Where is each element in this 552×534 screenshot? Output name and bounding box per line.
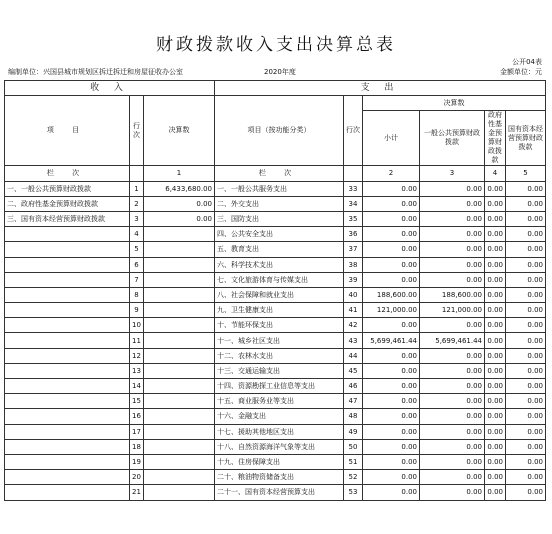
income-line-no: 21: [130, 485, 144, 500]
expense-line-no: 40: [344, 287, 363, 302]
column-number-2: 2: [363, 166, 420, 181]
general-budget-cell: 0.00: [420, 379, 485, 394]
expense-line-no: 53: [344, 485, 363, 500]
gov-fund-cell: 0.00: [485, 227, 506, 242]
expense-item-header: 项目（按功能分类）: [215, 96, 344, 166]
income-header: 收 入: [5, 81, 215, 96]
column-number-1: 1: [144, 166, 215, 181]
income-item: 一、一般公共预算财政拨款: [5, 181, 130, 196]
income-line-no: 3: [130, 211, 144, 226]
expense-item: 七、文化旅游体育与传媒支出: [215, 272, 344, 287]
income-amount: 6,433,680.00: [144, 181, 215, 196]
expense-item: 四、公共安全支出: [215, 227, 344, 242]
subtotal-cell: 0.00: [363, 394, 420, 409]
income-line-no: 15: [130, 394, 144, 409]
subtotal-cell: 0.00: [363, 379, 420, 394]
table-row: [5, 242, 546, 257]
expense-line-no: 42: [344, 318, 363, 333]
table-row: [5, 272, 546, 287]
expense-line-no-header: 行次: [344, 96, 363, 166]
expense-line-no: 45: [344, 363, 363, 378]
gov-fund-cell: 0.00: [485, 363, 506, 378]
subtotal-cell: 0.00: [363, 318, 420, 333]
table-row: [5, 454, 546, 469]
gov-fund-cell: 0.00: [485, 211, 506, 226]
table-row: [5, 303, 546, 318]
income-line-no: 19: [130, 454, 144, 469]
general-budget-cell: 0.00: [420, 394, 485, 409]
expense-line-no: 44: [344, 348, 363, 363]
general-budget-cell: 121,000.00: [420, 303, 485, 318]
general-budget-cell: 0.00: [420, 242, 485, 257]
table-row: [5, 439, 546, 454]
expense-item: 九、卫生健康支出: [215, 303, 344, 318]
subtotal-cell: 0.00: [363, 272, 420, 287]
state-capital-cell: 0.00: [506, 439, 546, 454]
expense-line-no: 41: [344, 303, 363, 318]
expense-item: 十九、住房保障支出: [215, 454, 344, 469]
income-amount: 0.00: [144, 211, 215, 226]
state-capital-cell: 0.00: [506, 272, 546, 287]
page-title: 财政拨款收入支出决算总表: [156, 35, 396, 55]
subtotal-cell: 0.00: [363, 424, 420, 439]
table-row: [5, 379, 546, 394]
expense-item: 八、社会保障和就业支出: [215, 287, 344, 302]
state-capital-cell: 0.00: [506, 454, 546, 469]
gov-fund-cell: 0.00: [485, 424, 506, 439]
state-capital-cell: 0.00: [506, 242, 546, 257]
subtotal-cell: 0.00: [363, 257, 420, 272]
state-capital-cell: 0.00: [506, 211, 546, 226]
income-line-no: 11: [130, 333, 144, 348]
gov-fund-cell: 0.00: [485, 287, 506, 302]
general-budget-cell: 0.00: [420, 227, 485, 242]
general-budget-cell: 0.00: [420, 272, 485, 287]
column-number-4: 4: [485, 166, 506, 181]
income-item: [5, 485, 130, 500]
expense-line-no: 37: [344, 242, 363, 257]
state-capital-cell: 0.00: [506, 181, 546, 196]
expense-line-no: 34: [344, 196, 363, 211]
income-amount: [144, 318, 215, 333]
table-row: [5, 485, 546, 500]
income-item: [5, 454, 130, 469]
income-line-no: 16: [130, 409, 144, 424]
state-capital-cell: 0.00: [506, 303, 546, 318]
expense-line-no: 46: [344, 379, 363, 394]
table-row: [5, 333, 546, 348]
subtotal-cell: 0.00: [363, 454, 420, 469]
income-line-no: 10: [130, 318, 144, 333]
state-capital-cell: 0.00: [506, 333, 546, 348]
income-amount: [144, 333, 215, 348]
expense-item: 十一、城乡社区支出: [215, 333, 344, 348]
gov-fund-cell: 0.00: [485, 181, 506, 196]
income-item: [5, 287, 130, 302]
expense-line-no: 49: [344, 424, 363, 439]
expense-item: 三、国防支出: [215, 211, 344, 226]
income-item: 二、政府性基金预算财政拨款: [5, 196, 130, 211]
table-row: [5, 363, 546, 378]
table-row: [5, 211, 546, 226]
income-amount: [144, 424, 215, 439]
general-budget-cell: 0.00: [420, 439, 485, 454]
income-amount: [144, 272, 215, 287]
state-capital-cell: 0.00: [506, 470, 546, 485]
state-capital-cell: 0.00: [506, 348, 546, 363]
general-budget-header: 一般公共预算财政拨款: [420, 111, 485, 166]
expense-item: 十五、商业服务业等支出: [215, 394, 344, 409]
income-item: [5, 257, 130, 272]
general-budget-cell: 0.00: [420, 424, 485, 439]
state-capital-cell: 0.00: [506, 227, 546, 242]
income-line-no: 13: [130, 363, 144, 378]
column-label: 栏 次: [215, 166, 344, 181]
state-capital-cell: 0.00: [506, 257, 546, 272]
table-row: [5, 227, 546, 242]
state-capital-cell: 0.00: [506, 394, 546, 409]
state-capital-cell: 0.00: [506, 196, 546, 211]
income-amount: [144, 287, 215, 302]
income-amount: [144, 379, 215, 394]
state-capital-cell: 0.00: [506, 287, 546, 302]
income-item: [5, 409, 130, 424]
gov-fund-cell: 0.00: [485, 196, 506, 211]
income-item-header: 项 目: [5, 96, 130, 166]
income-item: [5, 303, 130, 318]
final-amount-group-header: 决算数: [363, 96, 546, 111]
subtotal-cell: 188,600.00: [363, 287, 420, 302]
state-capital-cell: 0.00: [506, 424, 546, 439]
expense-item: 十二、农林水支出: [215, 348, 344, 363]
subtotal-cell: 0.00: [363, 227, 420, 242]
income-line-no: 17: [130, 424, 144, 439]
table-row: [5, 409, 546, 424]
subtotal-cell: 0.00: [363, 363, 420, 378]
income-item: [5, 272, 130, 287]
income-item: [5, 424, 130, 439]
general-budget-cell: 5,699,461.44: [420, 333, 485, 348]
expense-item: 十、节能环保支出: [215, 318, 344, 333]
expense-line-no: 39: [344, 272, 363, 287]
general-budget-cell: 0.00: [420, 409, 485, 424]
expense-item: 十四、资源勘探工业信息等支出: [215, 379, 344, 394]
subtotal-cell: 0.00: [363, 242, 420, 257]
expense-header: 支 出: [215, 81, 546, 96]
income-amount: [144, 409, 215, 424]
income-item: [5, 348, 130, 363]
gov-fund-cell: 0.00: [485, 333, 506, 348]
expense-line-no: 33: [344, 181, 363, 196]
state-capital-header: 国有资本经营预算财政拨款: [506, 111, 546, 166]
gov-fund-header: 政府性基金预算财政拨款: [485, 111, 506, 166]
income-item: [5, 227, 130, 242]
expense-item: 十六、金融支出: [215, 409, 344, 424]
column-number-3: 3: [420, 166, 485, 181]
subtotal-cell: 0.00: [363, 409, 420, 424]
income-amount: [144, 348, 215, 363]
state-capital-cell: 0.00: [506, 318, 546, 333]
table-row: [5, 318, 546, 333]
income-amount: [144, 363, 215, 378]
gov-fund-cell: 0.00: [485, 394, 506, 409]
general-budget-cell: 0.00: [420, 196, 485, 211]
state-capital-cell: 0.00: [506, 485, 546, 500]
general-budget-cell: 0.00: [420, 348, 485, 363]
expense-line-no: 47: [344, 394, 363, 409]
income-line-no: 5: [130, 242, 144, 257]
income-amount: [144, 485, 215, 500]
column-number-5: 5: [506, 166, 546, 181]
prepared-unit: 编制单位：兴国县城市规划区拆迁拆迁和房屋征收办公室: [8, 68, 183, 76]
expense-item: 一、一般公共服务支出: [215, 181, 344, 196]
expense-line-no: 38: [344, 257, 363, 272]
income-amount: [144, 257, 215, 272]
income-line-no: 8: [130, 287, 144, 302]
subtotal-cell: 0.00: [363, 470, 420, 485]
income-amount: 0.00: [144, 196, 215, 211]
state-capital-cell: 0.00: [506, 379, 546, 394]
gov-fund-cell: 0.00: [485, 257, 506, 272]
subtotal-header: 小计: [363, 111, 420, 166]
income-line-no: 2: [130, 196, 144, 211]
income-amount: [144, 394, 215, 409]
income-item: [5, 394, 130, 409]
general-budget-cell: 0.00: [420, 454, 485, 469]
gov-fund-cell: 0.00: [485, 379, 506, 394]
expense-item: 五、教育支出: [215, 242, 344, 257]
form-number: 公开04表: [512, 58, 542, 66]
income-item: 三、国有资本经营预算财政拨款: [5, 211, 130, 226]
income-line-no: 9: [130, 303, 144, 318]
general-budget-cell: 0.00: [420, 485, 485, 500]
gov-fund-cell: 0.00: [485, 242, 506, 257]
income-amount: [144, 303, 215, 318]
income-item: [5, 333, 130, 348]
subtotal-cell: 0.00: [363, 181, 420, 196]
income-line-no: 6: [130, 257, 144, 272]
income-amount: [144, 470, 215, 485]
general-budget-cell: 0.00: [420, 257, 485, 272]
state-capital-cell: 0.00: [506, 363, 546, 378]
final-accounts-table: [4, 80, 546, 501]
gov-fund-cell: 0.00: [485, 454, 506, 469]
expense-item: 十八、自然资源海洋气象等支出: [215, 439, 344, 454]
table-row: [5, 394, 546, 409]
amount-unit: 金额单位：元: [500, 68, 542, 76]
expense-item: 二十一、国有资本经营预算支出: [215, 485, 344, 500]
expense-item: 二十、粮油物资储备支出: [215, 470, 344, 485]
expense-line-no: 50: [344, 439, 363, 454]
table-row: [5, 181, 546, 196]
income-line-no-header: 行次: [130, 96, 144, 166]
income-line-no: 1: [130, 181, 144, 196]
expense-line-no: 43: [344, 333, 363, 348]
gov-fund-cell: 0.00: [485, 485, 506, 500]
column-label: 栏 次: [5, 166, 130, 181]
expense-item: 十七、援助其他地区支出: [215, 424, 344, 439]
expense-line-no: 52: [344, 470, 363, 485]
fiscal-year: 2020年度: [264, 68, 296, 76]
general-budget-cell: 0.00: [420, 318, 485, 333]
table-row: [5, 424, 546, 439]
gov-fund-cell: 0.00: [485, 439, 506, 454]
subtotal-cell: 5,699,461.44: [363, 333, 420, 348]
gov-fund-cell: 0.00: [485, 348, 506, 363]
expense-item: 十三、交通运输支出: [215, 363, 344, 378]
table-row: [5, 257, 546, 272]
gov-fund-cell: 0.00: [485, 272, 506, 287]
subtotal-cell: 0.00: [363, 211, 420, 226]
table-header: [5, 81, 546, 182]
table-body: [5, 181, 546, 500]
expense-item: 二、外交支出: [215, 196, 344, 211]
subtotal-cell: 0.00: [363, 196, 420, 211]
income-item: [5, 363, 130, 378]
expense-line-no: 51: [344, 454, 363, 469]
subtotal-cell: 0.00: [363, 485, 420, 500]
gov-fund-cell: 0.00: [485, 303, 506, 318]
income-line-no: 18: [130, 439, 144, 454]
income-line-no: 20: [130, 470, 144, 485]
general-budget-cell: 0.00: [420, 470, 485, 485]
table-row: [5, 196, 546, 211]
income-amount-header: 决算数: [144, 96, 215, 166]
income-amount: [144, 242, 215, 257]
subtotal-cell: 0.00: [363, 348, 420, 363]
table-row: [5, 470, 546, 485]
expense-line-no: 36: [344, 227, 363, 242]
income-item: [5, 470, 130, 485]
expense-line-no: 48: [344, 409, 363, 424]
general-budget-cell: 0.00: [420, 211, 485, 226]
income-amount: [144, 439, 215, 454]
table-row: [5, 348, 546, 363]
income-line-no: 4: [130, 227, 144, 242]
general-budget-cell: 188,600.00: [420, 287, 485, 302]
income-item: [5, 439, 130, 454]
gov-fund-cell: 0.00: [485, 470, 506, 485]
general-budget-cell: 0.00: [420, 181, 485, 196]
gov-fund-cell: 0.00: [485, 409, 506, 424]
state-capital-cell: 0.00: [506, 409, 546, 424]
general-budget-cell: 0.00: [420, 363, 485, 378]
subtotal-cell: 0.00: [363, 439, 420, 454]
income-line-no: 7: [130, 272, 144, 287]
expense-line-no: 35: [344, 211, 363, 226]
income-line-no: 12: [130, 348, 144, 363]
income-line-no: 14: [130, 379, 144, 394]
subtotal-cell: 121,000.00: [363, 303, 420, 318]
income-item: [5, 242, 130, 257]
gov-fund-cell: 0.00: [485, 318, 506, 333]
expense-item: 六、科学技术支出: [215, 257, 344, 272]
income-amount: [144, 227, 215, 242]
income-item: [5, 318, 130, 333]
income-item: [5, 379, 130, 394]
table-row: [5, 287, 546, 302]
income-amount: [144, 454, 215, 469]
